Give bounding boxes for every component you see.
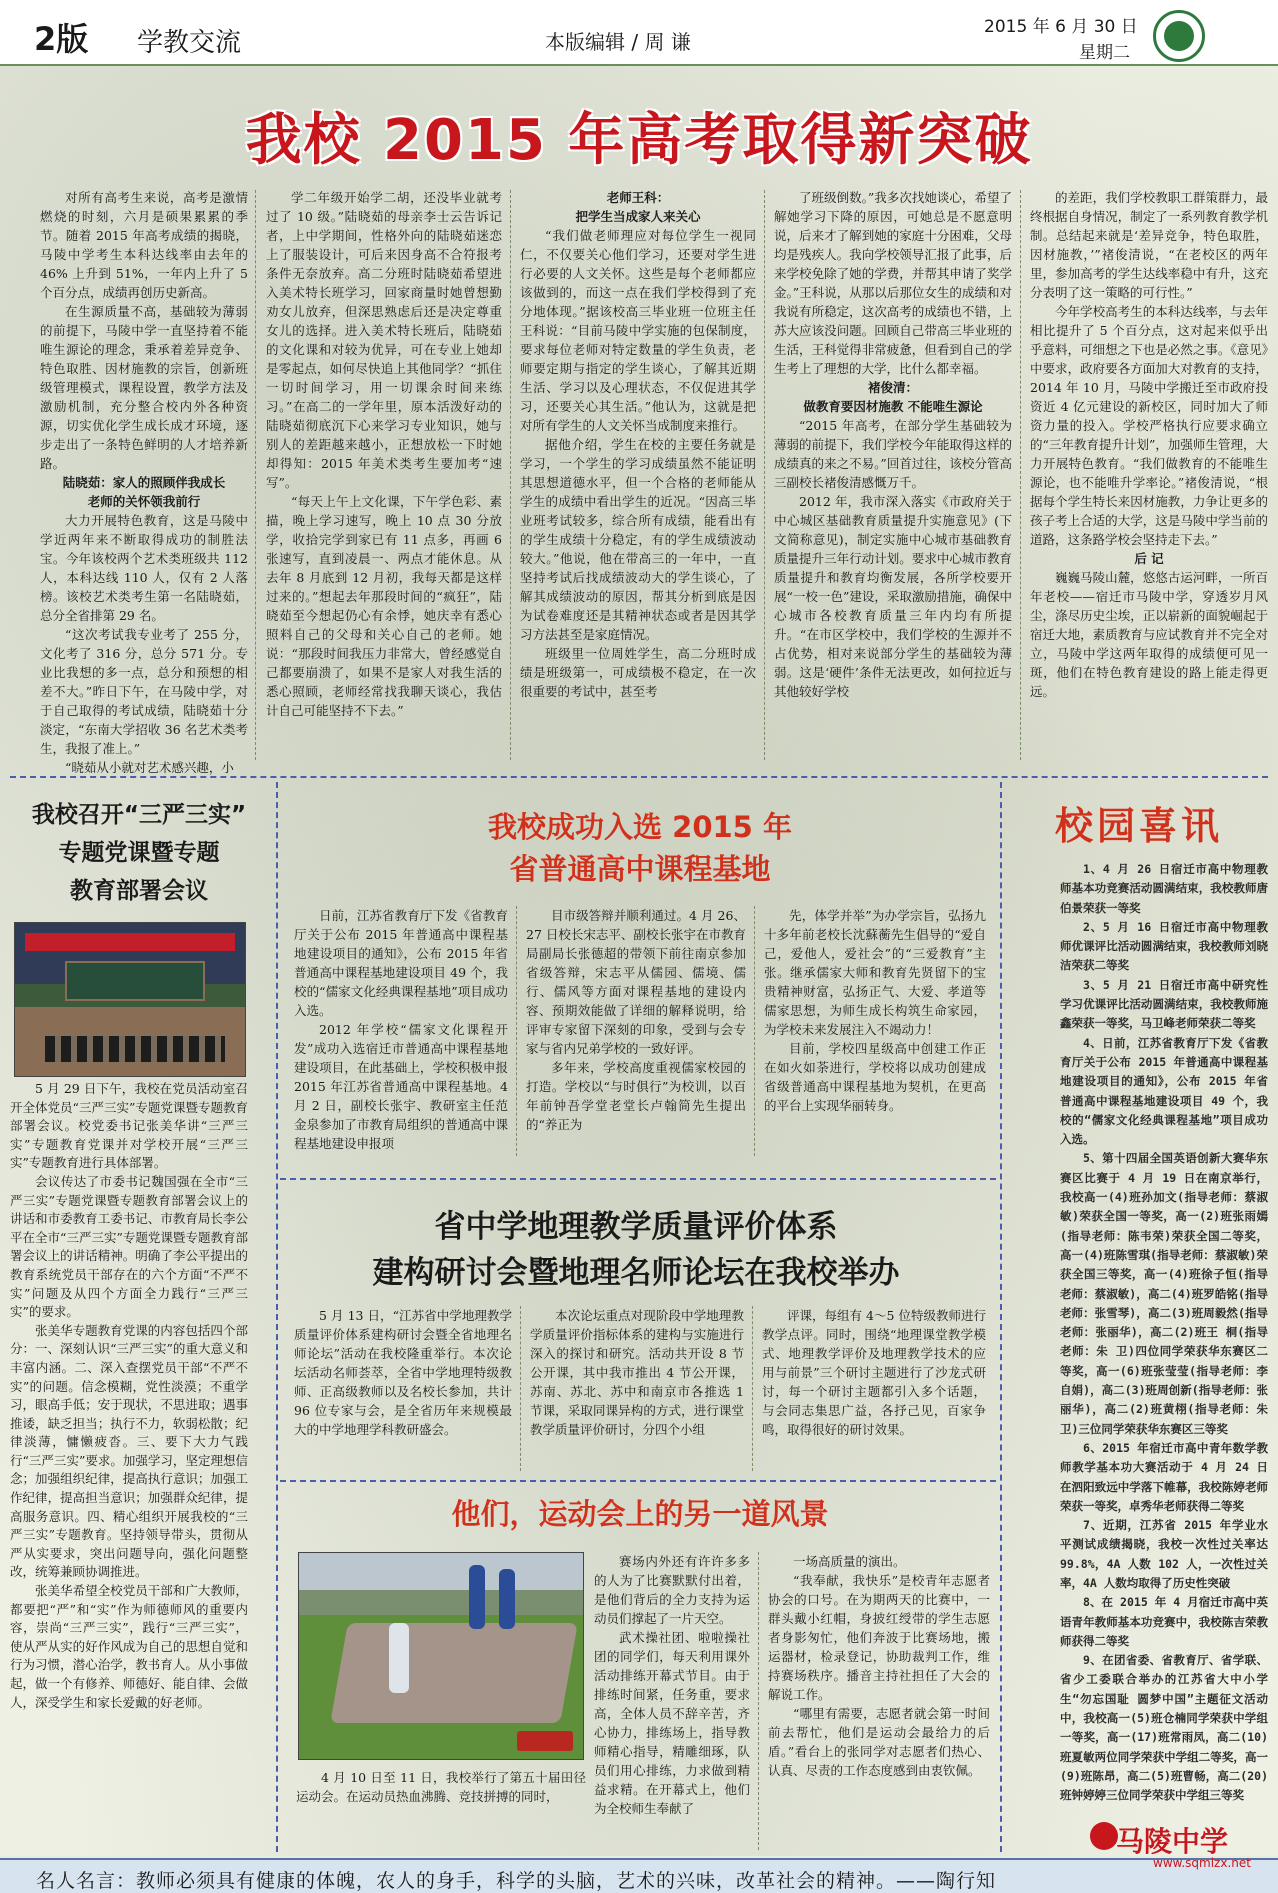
paragraph: 张美华希望全校党员干部和广大教师，都要把“严”和“实”作为师德师风的重要内容，崇尚“三严三实”，践行“三严三实”，使从严从实的好作风成为自己的思想自觉和行为习惯，潜心治学，教书育人。从小事做起，做一个有修养、师德好、能自律、会做人，深受学生和家长爱戴的好老师。 — [10, 1583, 248, 1710]
paragraph: 大力开展特色教育，这是马陵中学近两年来不断取得成功的制胜法宝。今年该校两个艺术类班级共 112 人，本科达线 110 人，仅有 2 人落榜。该校艺术类考生第一名陆晓茹，总分全省排第 29 名。 — [40, 513, 248, 623]
yundonghui-title: 他们，运动会上的另一道风景 — [451, 1497, 829, 1531]
paragraph: 据他介绍，学生在校的主要任务就是学习，一个学生的学习成绩虽然不能证明其思想道德水平，但一个合格的老师能从学生的成绩中看出学生的近况。“因高三毕业班考试较多，综合所有成绩，能看出有的学生成绩十分稳定，有的学生成绩波动较大。”他说，他在带高三的一年中，一直坚持考试后找成绩波动大的学生谈心，了解其成绩波动的原因，帮其分析到底是因为试卷难度还是其精神状态或者是因其学习方法甚至是家庭情况。 — [520, 437, 756, 642]
column-divider — [1000, 782, 1002, 1852]
paragraph: 对所有高考生来说，高考是激情燃烧的时刻，六月是硕果累累的季节。随着 2015 年高考成绩的揭晓，马陵中学考生本科达线率由去年的 46% 上升到 51%，一年内上升了 5 个百分点，成绩再创历史新高。 — [40, 190, 248, 300]
photo-watermark — [517, 1731, 573, 1751]
page-number: 2版 — [34, 20, 89, 58]
paragraph: “我奉献，我快乐”是校青年志愿者协会的口号。在为期两天的比赛中，一群头戴小红帽，身披红绶带的学生志愿者身影匆忙，他们奔波于比赛场地，搬运器材，检录登记，协助裁判工作，维持赛场秩序。播音主持社担任了大会的解说工作。 — [768, 1573, 990, 1702]
paragraph: 先，体学并举”为办学宗旨，弘扬九十多年前老校长沈蘇蘅先生倡导的“爱自己，爱他人，爱社会”的“三爱教育”主张。继承儒家大师和教育先贤留下的宝贵精神财富，弘扬正气、大爱、孝道等儒家思想，为师生成长构筑生命家园，为学校未来发展注入不竭动力！ — [764, 908, 986, 1037]
paragraph: 的差距，我们学校教职工群策群力，最终根据自身情况，制定了一系列教育教学机制。总结起来就是‘差异竞争，特色取胜，因材施教，’”褚俊清说，“在老校区的两年里，参加高考的学生达线率稳中有升，这充分表明了这一策略的可行性。” — [1030, 190, 1268, 300]
kecheng-col-3 — [764, 906, 986, 1162]
news-item: 1、4 月 26 日宿迁市高中物理教师基本功竞赛活动圆满结束，我校教师唐伯景荣获一等奖 — [1060, 862, 1268, 915]
yundonghui-col-1 — [594, 1552, 750, 1854]
dili-title — [286, 1204, 986, 1296]
paragraph: 在生源质量不高，基础较为薄弱的前提下，马陵中学一直坚持着不能唯生源论的理念，秉承着差异竞争、特色取胜、因材施教的宗旨，创新班级管理模式，课程设置，教学方法及激励机制，充分整合校内外各种资源，切实优化学生成长成才环境，逐步走出了一条特色鲜明的人才培养新路。 — [40, 304, 248, 471]
column-divider — [752, 1306, 753, 1471]
issue-weekday: 星期二 — [1079, 43, 1130, 63]
column-divider — [764, 190, 765, 760]
paragraph: 5 月 29 日下午，我校在党员活动室召开全体党员“三严三实”专题党课暨专题教育部署会议。校党委书记张美华讲“三严三实”专题教育党课并对学校开展“三严三实”专题教育进行具体部署。 — [10, 1081, 248, 1171]
title-line: 教育部署会议 — [70, 878, 208, 904]
sports-photo — [298, 1552, 584, 1760]
title-line: 建构研讨会暨地理名师论坛在我校举办 — [372, 1255, 900, 1291]
footer-brand: 马陵中学 — [1116, 1825, 1229, 1858]
main-headline: 我校 2015 年高考取得新突破 — [245, 108, 1033, 173]
footer-url: www.sqmlzx.net — [1153, 1856, 1251, 1870]
dili-col-2 — [530, 1306, 744, 1476]
paragraph: 今年学校高考生的本科达线率，与去年相比提升了 5 个百分点，这对起来似乎出乎意料，可细想之下也是必然之事。《意见》中要求，政府要各方面加大对教育的支持，2014 年 10 月，马陵中学搬迁至市政府投资近 4 亿元建设的新校区，同时加大了师资力量的投入。学校严格执行应要求确立的“三年教育提升计划”，加强师生管理，大力开展特色教育。“我们做教育的不能唯生源论，也不能唯升学率论。”褚俊清说，“根据每个学生特长来因材施教，力争让更多的孩子考上合适的大学，这是马陵中学当前的道路，这条路学校会坚持走下去。” — [1030, 304, 1268, 547]
paragraph: 5 月 13 日，“江苏省中学地理教学质量评价体系建构研讨会暨全省地理名师论坛”活动在我校隆重举行。本次论坛活动名师荟萃，全省中学地理特级教师、正高级教师以及名校长参加，共计 96 位专家与会，是全省历年来规模最大的中学地理学科教研盛会。 — [294, 1308, 512, 1437]
photo-blackboard — [65, 961, 205, 1001]
paragraph: 武术操社团、啦啦操社团的同学们，每天利用课外活动排练开幕式节目。由于排练时间紧，任务重，要求高，全体人员不辞辛苦，齐心协力，排练场上，指导教师精心指导，精雕细琢，队员们用心排练，力求做到精益求精。在开幕式上，他们为全校师生奉献了 — [594, 1630, 750, 1816]
paragraph: 目前，学校四星级高中创建工作正在如火如荼进行，学校将以成功创建成省级普通高中课程基地为契机，在更高的平台上实现华丽转身。 — [764, 1041, 986, 1113]
paragraph: 了班级倒数。”我多次找她谈心，希望了解她学习下降的原因，可她总是不愿意明说，后来才了解到她的家庭十分困难，父母均是残疾人。我向学校领导汇报了此事，后来学校免除了她的学费，并帮其申请了奖学金。”王科说，从那以后那位女生的成绩和对我说有所稳定，这次高考的成绩也不错，上苏大应该没问题。回顾自己带高三毕业班的生活，王科觉得非常疲惫，但看到自己的学生考上了理想的大学，比什么都幸福。 — [774, 190, 1012, 376]
photo-person — [469, 1565, 485, 1629]
subheading: 陆晓茹：家人的照顾伴我成长 — [62, 475, 226, 490]
paragraph: 目市级答辩并顺利通过。4 月 26、27 日校长宋志平、副校长张宇在市教育局副局长张德超的带领下前往南京参加省级答辩，宋志平从儒园、儒境、儒行、儒风等方面对课程基地的建设内容、预期效能做了详细的解释说明，给评审专家留下深刻的印象，受到与会专家与省内兄弟学校的一致好评。 — [526, 908, 746, 1056]
main-article-col-3 — [520, 188, 756, 763]
school-emblem-icon — [1090, 1822, 1118, 1850]
main-article-col-1 — [40, 188, 248, 775]
subheading: 老师的关怀领我前行 — [87, 494, 201, 509]
title-line: 省普通高中课程基地 — [509, 852, 771, 886]
paragraph: 学二年级开始学二胡，还没毕业就考过了 10 级。”陆晓茹的母亲李士云告诉记者，上中学期间，性格外向的陆晓茹迷恋上了服装设计，可后来因身高不合符报考条件无奈放弃。高二分班时陆晓茹希望进入美术特长班学习，回家商量时她曾想勤劝女儿放弃，但深思熟虑后还是决定尊重女儿的选择。进入美术特长班后，陆晓茹的文化课和对较为优异，可在专业上她却是零起点，如何尽快追上其他同学？“抓住一切时间学习，用一切课余时间来练习。”在高二的一学年里，原本活泼好动的陆晓茹彻底沉下心来学习专业知识，她与别人的差距越来越小，正想放松一下时她却得知：2015 年美术类考生要加考“速写”。 — [266, 190, 502, 490]
footer-bar — [0, 1858, 1278, 1893]
paragraph: “每天上午上文化课，下午学色彩、素描，晚上学习速写，晚上 10 点 30 分放学，收拾完学到家已有 11 点多，再画 6 张速写，直到凌晨一、两点才能休息。从去年 8 月底到 12 月初，我每天都是这样过来的。”想起去年那段时间的“疯狂”，陆晓茹至今想起仍心有余悸，她庆幸有悉心照料自己的父母和关心自己的老师。她说：“那段时间我压力非常大，曾经感觉自己都要崩溃了，如果不是家人对我生活的悉心照顾，老师经常找我聊天谈心，我估计自己可能坚持不下去。” — [266, 494, 502, 718]
title-line: 专题党课暨专题 — [58, 840, 220, 866]
xibao-list — [1060, 860, 1268, 1854]
title-line: 我校成功入选 2015 年 — [488, 810, 792, 844]
section-name: 学教交流 — [137, 28, 242, 58]
famous-quote — [36, 1866, 996, 1893]
main-article-col-4 — [774, 188, 1012, 763]
photo-audience — [45, 1036, 225, 1062]
school-logo-icon — [1153, 10, 1205, 62]
paragraph: 本次论坛重点对现阶段中学地理教学质量评价指标体系的建构与实施进行深入的探讨和研究。活动共开设 8 节公开课，其中我市推出 4 节公开课，苏南、苏北、苏中和南京市各推选 1 节课，采取同课异构的方式，进行课堂教学质量评价研讨，分四个小组 — [530, 1308, 744, 1437]
column-divider — [1020, 190, 1021, 760]
photo-person — [499, 1569, 515, 1629]
subheading: 褚俊清： — [867, 380, 918, 395]
newspaper-header — [0, 0, 1278, 66]
section-divider — [280, 1480, 996, 1482]
quote-text: 教师必须具有健康的体魄，农人的身手，科学的头脑，艺术的兴味，改革社会的精神。 — [136, 1870, 897, 1892]
column-divider — [758, 1552, 759, 1850]
meeting-photo — [14, 922, 246, 1077]
paragraph: “哪里有需要，志愿者就会第一时间前去帮忙，他们是运动会最给力的后盾。”看台上的张同学对志愿者们热心、认真、尽责的工作态度感到由衷钦佩。 — [768, 1706, 990, 1778]
column-divider — [520, 1306, 521, 1471]
kecheng-title — [300, 806, 980, 890]
news-item: 4、日前，江苏省教育厅下发《省教育厅关于公布 2015 年普通高中课程基地建设项目的通知》，公布 2015 年省普通高中课程基地建设项目 49 个，我校的“儒家文化经典课程基地”项目成功入选。 — [1060, 1035, 1268, 1147]
sanyan-body — [10, 1080, 248, 1855]
sanyan-title — [8, 796, 270, 910]
paragraph: 日前，江苏省教育厅下发《省教育厅关于公布 2015 年普通高中课程基地建设项目的通知》，公布 2015 年省普通高中课程基地建设项目 49 个，我校的“儒家文化经典课程基地”项目成功入选。 — [294, 908, 508, 1018]
yundonghui-caption-para — [296, 1768, 586, 1854]
column-divider — [516, 906, 517, 1156]
subheading: 做教育要因材施教 不能唯生源论 — [803, 399, 983, 414]
editor-line: 本版编辑 / 周 谦 — [545, 30, 691, 54]
paragraph: 张美华专题教育党课的内容包括四个部分：一、深刻认识“三严三实”的重大意义和丰富内涵。二、深入查摆党员干部“不严不实”的问题。信念模糊，党性淡漠；不重学习，眼高手低；安于现状，不思进取；遇事推诿，缺乏担当；执行不力，软弱松散；纪律淡薄，慵懒疲沓。三、要下大力气践行“三严三实”要求。加强学习，坚定理想信念；加强组织纪律，提高执行意识；加强工作纪律，提高担当意识；加强群众纪律，提高服务意识。四、精心组织开展我校的“三严三实”专题教育。坚持领导带头，贯彻从严从实要求，突出问题导向，强化问题整改，统筹兼顾协调推进。 — [10, 1322, 248, 1580]
subheading: 后 记 — [1134, 551, 1164, 566]
news-item: 8、在 2015 年 4 月宿迁市高中英语青年教师基本功竞赛中，我校陈吉荣教师获得二等奖 — [1060, 1595, 1268, 1648]
column-divider — [510, 190, 511, 760]
news-item: 7、近期，江苏省 2015 年学业水平测试成绩揭晓，我校一次性过关率达 99.8%，4A 人数 102 人，一次性过关率，4A 人数均取得了历史性突破 — [1060, 1518, 1268, 1590]
column-divider — [276, 782, 278, 1852]
photo-track — [330, 1623, 578, 1723]
kecheng-col-2 — [526, 906, 746, 1162]
paragraph: 评课，每组有 4～5 位特级教师进行教学点评。同时，围绕“地理课堂教学模式、地理教学评价及地理教学技术的应用与前景”三个研讨主题进行了沙龙式研讨，每一个研讨主题都引入多个话题，与会同志集思广益，各抒己见，百家争鸣，取得很好的研讨效果。 — [762, 1308, 986, 1437]
quote-label: 名人名言： — [36, 1870, 137, 1892]
column-divider — [255, 190, 256, 760]
main-article-col-2 — [266, 188, 502, 763]
paragraph: “2015 年高考，在部分学生基础较为薄弱的前提下，我们学校今年能取得这样的成绩真的来之不易。”回首过往，该校分管高三副校长褚俊清感慨万千。 — [774, 418, 1012, 490]
paragraph: “晓茹从小就对艺术感兴趣，小 — [65, 760, 234, 775]
section-divider — [280, 1178, 996, 1180]
kecheng-col-1 — [294, 906, 508, 1162]
paragraph: 2012 年，我市深入落实《市政府关于中心城区基础教育质量提升实施意见》(下文简称意见)，制定实施中心城市基础教育质量提升三年行动计划。要求中心城市教育质量提升和教育均衡发展，各所学校要开展“一校一色”建设，采取激励措施，确保中心城市各校教育质量三年内均有所提升。“在市区学校中，我们学校的生源并不占优势，相对来说部分学生的基础较为薄弱。这是‘硬件’条件无法更改，如何拉近与其他较好学校 — [774, 494, 1012, 699]
paragraph: 巍巍马陵山麓，悠悠古运河畔，一所百年老校——宿迁市马陵中学，穿透岁月风尘，涤尽历史尘埃，正以崭新的面貌崛起于宿迁大地，素质教育与应试教育并不完全对立，马陵中学这两年取得的成绩便可见一斑，他们在特色教育建设的路上能走得更远。 — [1030, 570, 1268, 699]
photo-person — [389, 1623, 409, 1693]
title-line: 我校召开“三严三实” — [31, 802, 247, 828]
photo-banner — [25, 933, 235, 951]
news-item: 2、5 月 16 日宿迁市高中物理教师优课评比活动圆满结束，我校教师刘晓洁荣获二等奖 — [1060, 919, 1268, 973]
news-item: 6、2015 年宿迁市高中青年数学教师教学基本功大赛活动于 4 月 24 日在泗阳致远中学落下帷幕，我校陈婷老师荣获一等奖，卓秀华老师获得二等奖 — [1060, 1440, 1268, 1513]
paragraph: 2012 年学校“儒家文化课程开发”成功入选宿迁市普通高中课程基地建设项目，在此基础上，学校积极申报 2015 年江苏省普通高中课程基地。4 月 2 日，副校长张宇、教研室主任范金泉参加了市教育局组织的普通高中课程基地建设申报项 — [294, 1022, 508, 1151]
column-divider — [754, 906, 755, 1156]
xibao-title: 校园喜讯 — [1054, 804, 1223, 848]
yundonghui-col-2 — [768, 1552, 990, 1854]
paragraph: 班级里一位周姓学生，高二分班时成绩是班级第一，可成绩极不稳定，在一次很重要的考试中，甚至考 — [520, 646, 756, 699]
paragraph: 多年来，学校高度重视儒家校园的打造。学校以“与时俱行”为校训，以百年前钟吾学堂老堂长卢翰简先生提出的“养正为 — [526, 1060, 746, 1132]
issue-date: 2015 年 6 月 30 日 — [984, 17, 1138, 37]
dili-col-1 — [294, 1306, 512, 1476]
paragraph: “我们做老师理应对每位学生一视同仁，不仅要关心他们学习，还要对学生进行必要的人文关怀。这些是每个老师都应该做到的，而这一点在我们学校得到了充分地体现。”据该校高三毕业班一位班主任王科说：“目前马陵中学实施的包保制度，要求每位老师对特定数量的学生负责，老师要定期与指定的学生谈心，了解其近期生活、学习以及心理状态，不仅促进其学习，还要关心其生活。”他认为，这就是把对所有学生的人文关怀当成制度来推行。 — [520, 228, 756, 433]
news-item: 5、第十四届全国英语创新大赛华东赛区比赛于 4 月 19 日在南京举行，我校高一(4)班孙加文(指导老师：蔡淑敏)荣获全国一等奖，高一(2)班张雨嫣(指导老师：陈韦荣)荣获全国二等奖，高一(4)班陈雪琪(指导老师：蔡淑敏)荣获全国三等奖，高一(4)班徐子恒(指导老师：蔡淑敏)，高二(4)班罗皓铭(指导老师：张雪琴)，高二(3)班周毅然(指导老师：张丽华)，高二(2)班王 桐(指导老师：朱 卫)四位同学荣获华东赛区二等奖，高一(6)班张莹莹(指导老师：李自娟)，高二(3)班周创新(指导老师：张丽华)，高二(2)班黄栩(指导老师：朱卫)三位同学荣获华东赛区三等奖 — [1060, 1151, 1268, 1436]
paragraph: 会议传达了市委书记魏国强在全市“三严三实”专题党课暨专题教育部署会议上的讲话和市委教育工委书记、市教育局长李公平在全市“三严三实”专题党课暨专题教育部署会议上的讲话精神。明确了李公平提出的教育系统党员干部存在的六个方面“不严不实”问题及从四个方面全力践行“三严三实”的要求。 — [10, 1173, 248, 1320]
main-article-col-5 — [1030, 188, 1268, 763]
section-divider — [10, 776, 1268, 778]
dili-col-3 — [762, 1306, 986, 1476]
subheading: 把学生当成家人来关心 — [575, 209, 701, 224]
news-item: 3、5 月 21 日宿迁市高中研究性学习优课评比活动圆满结束，我校教师施鑫荣获一等奖，马卫峰老师荣获二等奖 — [1060, 977, 1268, 1031]
title-line: 省中学地理教学质量评价体系 — [434, 1209, 838, 1245]
paragraph: “这次考试我专业考了 255 分，文化考了 316 分，总分 571 分。专业比我想的多一点，总分和预想的相差不大。”昨日下午，在马陵中学，对于自己取得的考试成绩，陆晓茹十分淡定，“东南大学招收 36 名艺术类考生，我报了准上。” — [40, 627, 248, 756]
subheading: 老师王科： — [606, 190, 670, 205]
paragraph: 赛场内外还有许许多多的人为了比赛默默付出着，是他们背后的全力支持为运动员们撑起了一片天空。 — [594, 1554, 750, 1626]
paragraph: 4 月 10 日至 11 日，我校举行了第五十届田径运动会。在运动员热血沸腾、竞技拼搏的同时， — [296, 1770, 586, 1804]
quote-author: ——陶行知 — [896, 1870, 997, 1892]
news-item: 9、在团省委、省教育厅、省学联、省少工委联合举办的江苏省大中小学生“勿忘国耻 圆梦中国”主题征文活动中，我校高一(5)班仓楠同学荣获中学组一等奖，高一(17)班常雨凤，高二(10)班夏敏两位同学荣获中学组二等奖，高一(9)班陈昂，高二(5)班曹畅，高二(20)班钟婷婷三位同学荣获中学组三等奖 — [1060, 1653, 1268, 1803]
paragraph: 一场高质量的演出。 — [793, 1554, 906, 1569]
